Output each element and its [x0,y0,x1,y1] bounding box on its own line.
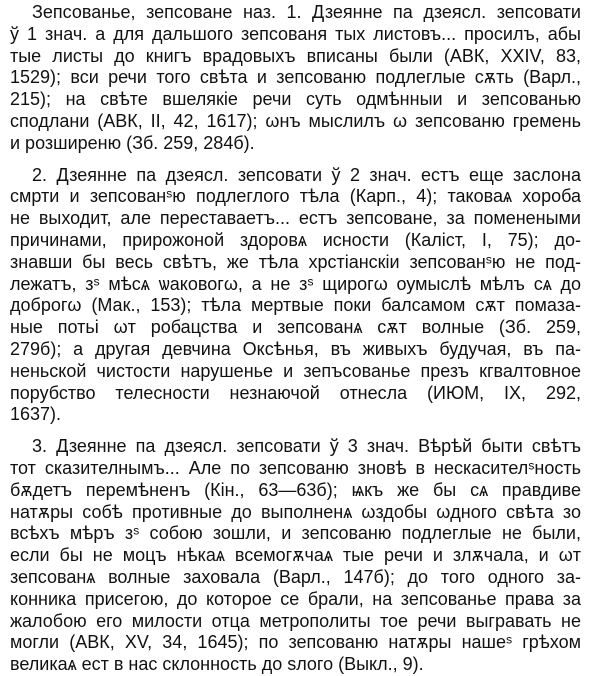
text-line: Зепсованье, зепсоване наз. 1. Дзеянне па дзеясл. зепсовати [32,2,581,22]
text-line: лежатъ, зˢ мѣсѧ ѡаковогω, а не зˢ щирогω оумыслѣ мѣлъ сѧ до [10,273,581,294]
text-line: зепсованѧ волные заховала (Варл., 147б); до того одного за- [10,566,581,587]
text-line: сподлани (АВК, II, 42, 1617); ωнъ мыслилъ ω зепсованю гремень [10,110,581,131]
entry-paragraph-2 [10,165,581,427]
text-line: 215); на свѣте вшелякіе речи суть одмѣнныи и зепсованью [10,89,581,110]
text-line: знавши бы весь свѣтъ, же тѣла хрстіанскіи зепсованˢю не под- [10,251,581,272]
text-line: смрти и зепсованˢю подлеглого тѣла (Карп., 4); таковаѧ хороба [10,186,581,207]
entry-paragraph-3 [10,436,581,676]
text-line: 1637). [10,404,62,425]
entry-paragraph-1 [10,2,581,155]
text-line: всѣхъ мѣръ зˢ собою зошли, и зепсованю подлеглые не были, [10,523,581,544]
text-line: жалобою его милости отца метрополиты тое речи выгравать не [10,610,581,631]
text-line: тот сказителнымъ... Але по зепсованю зновѣ в нескасителˢность [10,457,581,478]
text-line: тые листы до книгъ врадовыхъ вписаны были (АВК, XXIV, 83, [10,45,581,66]
text-line: 279б); а другая девчина Оксѣнья, въ живыхъ будучая, въ па- [10,338,581,359]
text-line: бѫдетъ перемѣненъ (Кін., 63—63б); ѩкъ же бы сѧ правдиве [10,479,581,500]
text-line: могли (АВК, XV, 34, 1645); по зепсованю натѫры нашеˢ грѣхом [10,632,581,653]
text-line: 1529); вси речи того свѣта и зепсованю подлеглые сѫть (Варл., [10,67,581,88]
text-line: и розширеню (Зб. 259, 284б). [10,132,255,153]
text-line: причинами, прирожоной здоровѧ исности (Каліст, I, 75); до- [10,229,581,250]
text-line: великаѧ ест в нас склонность до ѕлого (Выкл., 9). [10,654,424,675]
text-line: 2. Дзеянне па дзеясл. зепсовати ў 2 знач. естъ еще заслона [32,164,581,185]
text-line: ные потьі ωт робацства и зепсованѧ сѫт волные (Зб. 259, [10,317,581,338]
text-line: конника присегою, до которое се брали, на зепсованье права за [10,588,581,609]
text-line: 3. Дзеянне па дзеясл. зепсовати ў 3 знач. Вѣрѣй быти свѣтъ [32,436,581,457]
text-line: если бы не моцъ нѣкаѧ всемогѫчаѧ тые речи и злѫчала, и ωт [10,545,581,566]
text-line: натѫры собѣ противные до выполненѧ ωздобы ωдного свѣта зо [10,501,581,522]
text-line: неньской чистости нарушенье и зепъсованье презъ кгвалтовное [10,360,581,381]
text-line: порубство телесности незнаючой отнесла (ИЮМ, IX, 292, [10,382,581,403]
text-line: ў 1 знач. а для дальшого зепсованя тых листовъ... просилъ, абы [10,23,581,44]
text-line: доброгω (Мак., 153); тѣла мертвые поки балсамом сѫт помаза- [10,295,581,316]
text-line: не выходит, але переставаетъ... естъ зепсоване, за поменеными [10,208,581,229]
